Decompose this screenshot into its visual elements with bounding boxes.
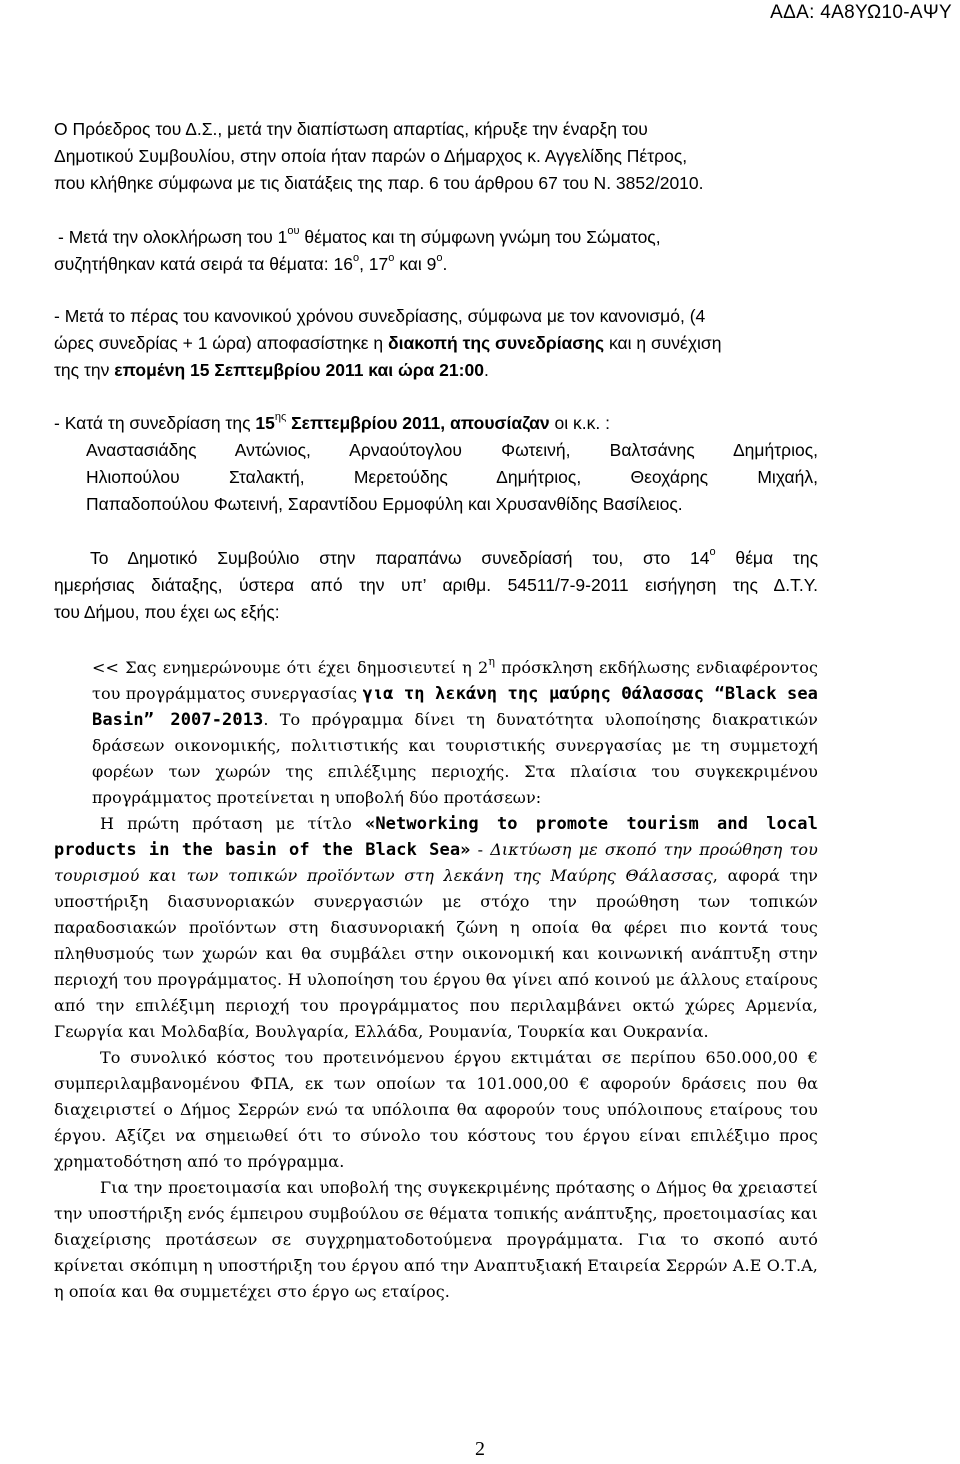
absent-members-line: Παπαδοπούλου Φωτεινή, Σαραντίδου Ερμοφύλη και Χρυσανθίδης Βασίλειος.	[86, 494, 683, 514]
absent-members-paragraph: - Κατά τη συνεδρίαση της $15^{\eta\varsigma}$ Σεπτεμβρίου 2011, απουσίαζαν οι κ.κ. : Αναστασιάδης Αντώνιος, Αρναούτογλου Φωτεινή, Βαλτσάνης Δημήτριος, Ηλιοπούλου Σταλακτή, Μερετούδης Δημήτριος, Θεοχάρης Μιχαήλ, Παπαδοπούλου Φωτεινή, Σαραντίδου Ερμοφύλη και Χρυσανθίδης Βασίλειος.	[54, 410, 818, 518]
ada-header	[770, 2, 952, 24]
proposal-paragraph: Το συνολικό κόστος του προτεινόμενου έργου εκτιμάται σε περίπου 650.000,00 € συμπεριλαμβανομένου ΦΠΑ, εκ των οποίων τα 101.000,00 € αφορούν δράσεις που θα διαχειριστεί ο Δήμος Σερρών ενώ τα υπόλοιπα θα αφορούν τους υπόλοιπους εταίρους του έργου. Αξίζει να σημειωθεί ότι το σύνολο του κόστους του έργου είναι επιλέξιμο προς χρηματοδότηση από το πρόγραμμα.	[54, 1048, 818, 1171]
intro-line: Ο Πρόεδρος του Δ.Σ., μετά την διαπίστωση απαρτίας, κήρυξε την έναρξη του	[54, 119, 648, 139]
quoted-proposal	[54, 655, 818, 1305]
absent-members-line: Αναστασιάδης Αντώνιος, Αρναούτογλου Φωτεινή, Βαλτσάνης Δημήτριος,	[86, 440, 818, 460]
proposal-paragraph: Η πρώτη πρόταση με τίτλο «Networking to promote tourism and local products in the basin of the Black Sea» - Δικτύωση με σκοπό την προώθηση του τουρισμού και των τοπικών προϊόντων στη λεκάνη της Μαύρης Θάλασσας, αφορά την υποστήριξη διασυνοριακών συνεργασιών με στόχο την προώθηση των τοπικών παραδοσιακών προϊόντων στη διασυνοριακή ζώνη η οποία θα φέρει πιο κοντά τους πληθυσμούς των χωρών και θα συμβάλει στην οικονομική και κοινωνική ανάπτυξη στην περιοχή του προγράμματος. Η υλοποίηση του έργου θα γίνει από κοινού με άλλους εταίρους από την επιλέξιμη περιοχή του προγράμματος που περιλαμβάνει οκτώ χώρες Αρμενία, Γεωργία και Μολδαβία, Βουλγαρία, Ελλάδα, Ρουμανία, Τουρκία και Ουκρανία.	[54, 814, 818, 1041]
intro-line: Δημοτικού Συμβουλίου, στην οποία ήταν παρών ο Δήμαρχος κ. Αγγελίδης Πέτρος,	[54, 146, 688, 166]
agenda-order-paragraph: - Μετά την ολοκλήρωση του $1^{o\upsilon}$ θέματος και τη σύμφωνη γνώμη του Σώματος, συζητήθηκαν κατά σειρά τα θέματα: $16^o$, $17^o$ και $9^o$.	[54, 225, 661, 274]
ada-label: ΑΔΑ: 4Α8ΥΩ10-ΑΨΥ	[770, 2, 952, 23]
intro-paragraph	[54, 116, 818, 197]
proposal-paragraph: << Σας ενημερώνουμε ότι έχει δημοσιευτεί η $2^\eta$ πρόσκληση εκδήλωσης ενδιαφέροντος του προγράμματος συνεργασίας για τη λεκάνη της μαύρης Θάλασσας “Black sea Basin” 2007-2013. Το πρόγραμμα δίνει τη δυνατότητα υλοποίησης διακρατικών δράσεων οικονομικής, πολιτιστικής και τουριστικής συνεργασίας με τη συμμετοχή φορέων των χωρών της επιλέξιμης περιοχής. Στα πλαίσια του συγκεκριμένου προγράμματος προτείνεται η υποβολή δύο προτάσεων:	[92, 654, 818, 807]
intro-line: που κλήθηκε σύμφωνα με τις διατάξεις της παρ. 6 του άρθρου 67 του Ν. 3852/2010.	[54, 173, 704, 193]
absent-members-list	[54, 437, 818, 518]
council-paragraph: Το Δημοτικό Συμβούλιο στην παραπάνω συνεδρίασή του, στο $14^o$ θέμα της ημερήσιας διάταξης, ύστερα από την υπ’ αριθμ. 54511/7-9-2011 εισήγηση της Δ.Τ.Υ. του Δήμου, που έχει ως εξής:	[54, 546, 818, 622]
session-adjournment-paragraph: - Μετά το πέρας του κανονικού χρόνου συνεδρίασης, σύμφωνα με τον κανονισμό, (4 ώρες συνεδρίας + 1 ώρα) αποφασίστηκε η διακοπή της συνεδρίασης και η συνέχιση της την επομένη 15 Σεπτεμβρίου 2011 και ώρα 21:00.	[54, 306, 722, 380]
proposal-paragraph: Για την προετοιμασία και υποβολή της συγκεκριμένης πρότασης ο Δήμος θα χρειαστεί την υποστήριξη ενός έμπειρου συμβούλου σε θέματα τοπικής ανάπτυξης, προετοιμασίας και διαχείρισης προτάσεων σε συγχρηματοδοτούμενα προγράμματα. Για το σκοπό αυτό κρίνεται σκόπιμη η υποστήριξη του έργου από την Αναπτυξιακή Εταιρεία Σερρών Α.Ε Ο.Τ.Α, η οποία και θα συμμετέχει στο έργο ως εταίρος.	[54, 1178, 818, 1301]
page-number: 2	[475, 1438, 485, 1460]
absent-members-line: Ηλιοπούλου Σταλακτή, Μερετούδης Δημήτριος, Θεοχάρης Μιχαήλ,	[86, 467, 818, 487]
